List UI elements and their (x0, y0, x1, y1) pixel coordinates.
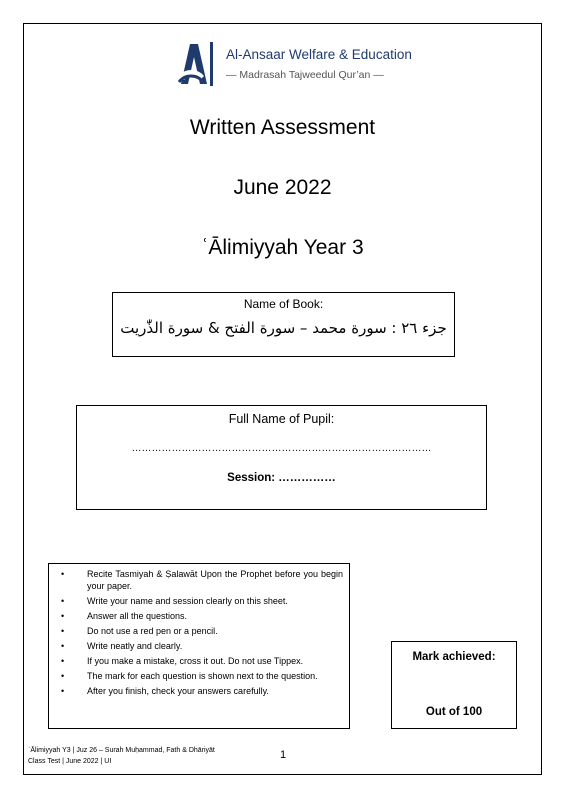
instruction-item: • After you finish, check your answers carefully. (87, 686, 343, 698)
instruction-item: • Answer all the questions. (87, 611, 343, 623)
instruction-item: • Do not use a red pen or a pencil. (87, 626, 343, 638)
page-number: 1 (280, 749, 287, 761)
class-year: ʿĀlimiyyah Year 3 (201, 236, 364, 259)
instructions-box (48, 563, 350, 729)
pupil-name-field[interactable]: ……………………………………………………………………………… (131, 443, 432, 454)
footer-line-2: Class Test | June 2022 | UI (28, 758, 112, 765)
session-field[interactable]: Session: …………… (227, 472, 336, 484)
organization-subtitle: — Madrasah Tajweedul Qur’an — (226, 69, 384, 81)
footer-line-1: ʿĀlimiyyah Y3 | Juz 26 – Surah Muḥammad, Fath & Dhāriyāt (28, 747, 215, 754)
mark-total: Out of 100 (425, 706, 483, 718)
instruction-item: • The mark for each question is shown next to the question. (87, 671, 343, 683)
footer (28, 745, 215, 767)
instruction-item: • Write neatly and clearly. (87, 641, 343, 653)
instruction-item: • Write your name and session clearly on this sheet. (87, 596, 343, 608)
book-label: Name of Book: (243, 297, 324, 311)
book-box (112, 292, 455, 357)
mark-label: Mark achieved: (412, 651, 496, 663)
pupil-box (76, 405, 487, 510)
organization-name: Al-Ansaar Welfare & Education (226, 47, 412, 62)
pupil-name-label: Full Name of Pupil: (228, 412, 335, 426)
book-name: جزء ٢٦ : سورة محمد – سورة الفتح & سورة الذّٰريت (120, 319, 447, 337)
organization-logo-icon (176, 40, 216, 88)
assessment-title: Written Assessment (189, 116, 376, 139)
instruction-item: • Recite Tasmiyah & Ṣalawāt Upon the Prophet before you begin your paper. (87, 569, 343, 593)
mark-box (391, 641, 517, 729)
assessment-date: June 2022 (233, 176, 332, 199)
instruction-item: • If you make a mistake, cross it out. Do not use Tippex. (87, 656, 343, 668)
